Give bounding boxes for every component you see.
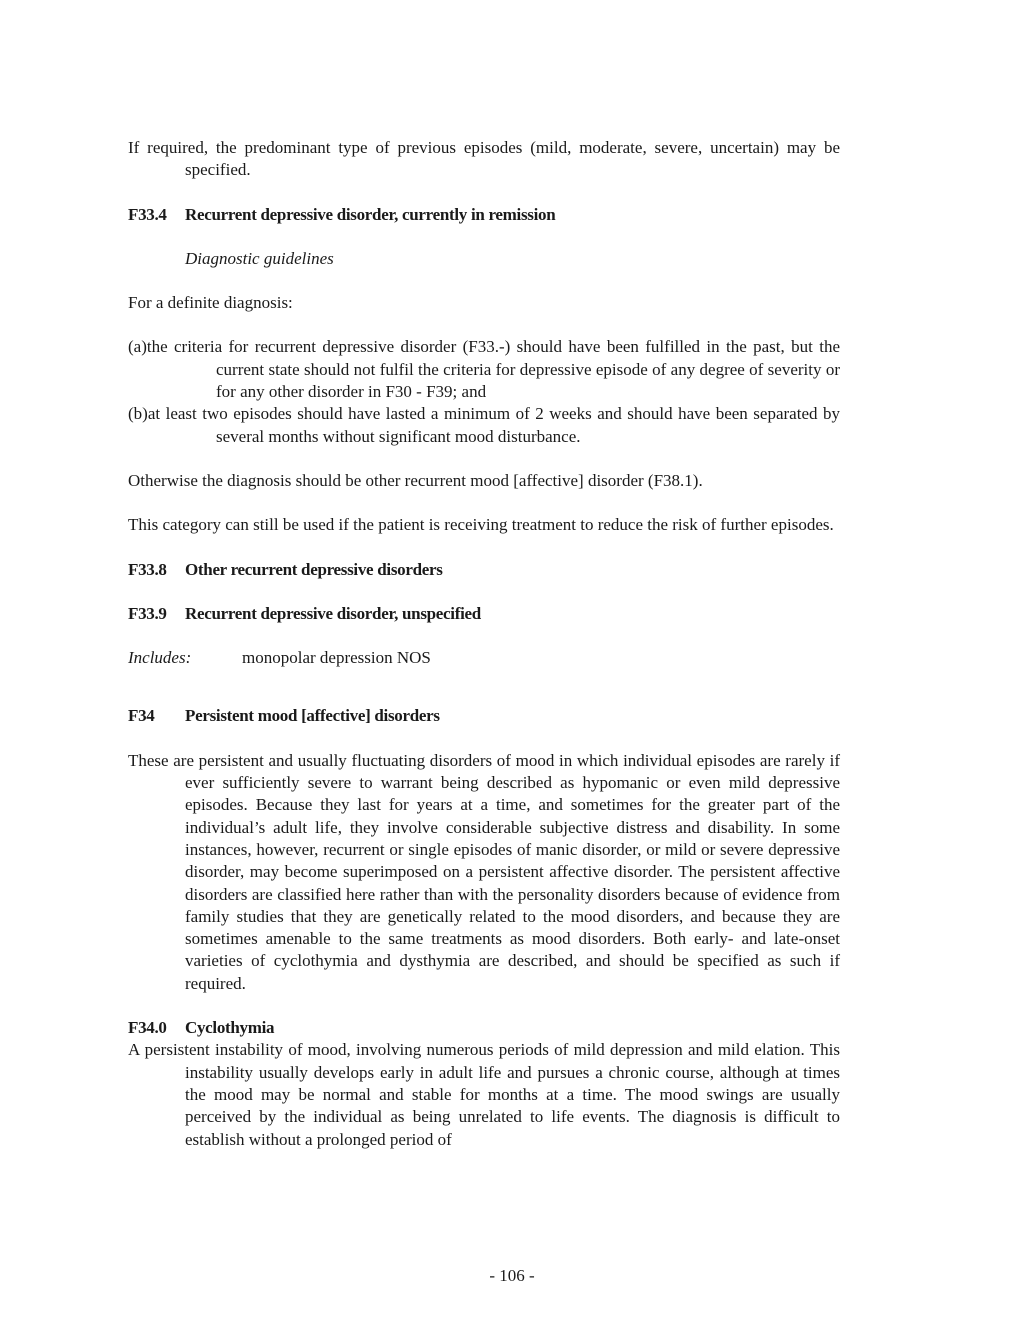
heading-code: F34.0 (128, 1018, 167, 1038)
heading-f34 (128, 705, 840, 727)
criterion-a: (a)the criteria for recurrent depressive disorder (F33.-) should have been fulfilled in the past, but the current state should not fulfil the criteria for depressive episode of any degree of severity or for any other disorder in F30 - F39; and (128, 337, 840, 402)
heading-f33-9 (128, 603, 840, 625)
heading-f33-4 (128, 204, 840, 226)
heading-title: Persistent mood [affective] disorders (185, 706, 440, 726)
heading-code: F33.4 (128, 204, 167, 224)
definite-diagnosis: For a definite diagnosis: (128, 293, 293, 313)
heading-code: F33.8 (128, 559, 167, 579)
heading-title: Cyclothymia (185, 1018, 275, 1038)
heading-code: F34 (128, 706, 155, 726)
page-number: - 106 - (489, 1266, 535, 1285)
intro-paragraph: If required, the predominant type of previous episodes (mild, moderate, severe, uncertain) may be specified. (128, 138, 840, 180)
cyclothymia-description: A persistent instability of mood, involving numerous periods of mild depression and mild elation. This instability usually develops early in adult life and pursues a chronic course, although at times the mood may be normal and stable for months at a time. The mood swings are usually perceived by the individual as being unrelated to life events. The diagnosis is difficult to establish without a prolonged period of (128, 1040, 840, 1149)
heading-title: Recurrent depressive disorder, unspecified (185, 603, 481, 623)
category-paragraph: This category can still be used if the patient is receiving treatment to reduce the risk of further episodes. (128, 515, 834, 535)
criterion-b: (b)at least two episodes should have lasted a minimum of 2 weeks and should have been separated by several months without significant mood disturbance. (128, 404, 840, 446)
f34-description: These are persistent and usually fluctuating disorders of mood in which individual episodes are rarely if ever sufficiently severe to warrant being described as hypomanic or even mild depressive episodes. Because they last for years at a time, and sometimes for the greater part of the individual’s adult life, they involve considerable subjective distress and disability. In some instances, however, recurrent or single episodes of manic disorder, or mild or severe depressive disorder, may become superimposed on a persistent affective disorder. The persistent affective disorders are classified here rather than with the personality disorders because of evidence from family studies that they are genetically related to the mood disorders, and because they are sometimes amenable to the same treatments as mood disorders. Both early- and late-onset varieties of cyclothymia and dysthymia are described, and should be specified as such if required. (128, 750, 840, 993)
includes-text: monopolar depression NOS (242, 648, 431, 668)
heading-title: Recurrent depressive disorder, currently in remission (185, 204, 556, 224)
heading-f34-0 (128, 1017, 840, 1039)
spacer (128, 691, 840, 705)
heading-f33-8 (128, 559, 840, 581)
page-content (128, 137, 840, 1173)
includes-line (128, 647, 840, 669)
diagnostic-guidelines-label: Diagnostic guidelines (185, 248, 334, 268)
heading-code: F33.9 (128, 603, 167, 623)
otherwise-paragraph: Otherwise the diagnosis should be other recurrent mood [affective] disorder (F38.1). (128, 470, 703, 490)
includes-label: Includes: (128, 648, 192, 668)
criteria-list (128, 336, 840, 447)
heading-title: Other recurrent depressive disorders (185, 559, 443, 579)
